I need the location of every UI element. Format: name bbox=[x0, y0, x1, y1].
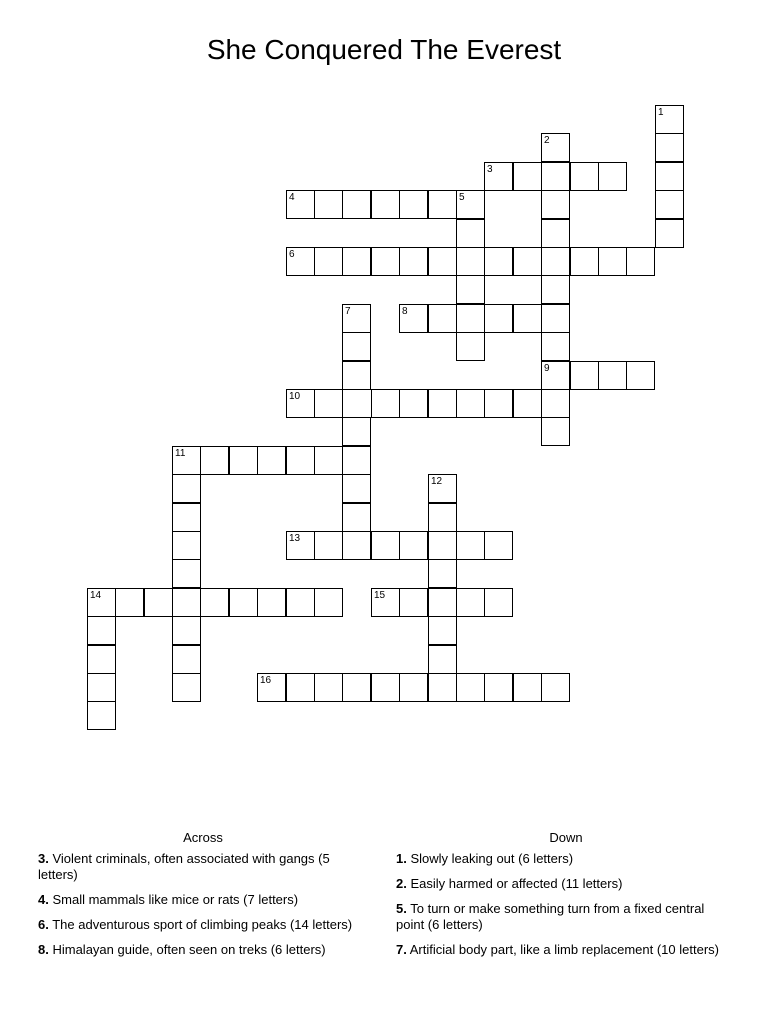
clue-number: 5. bbox=[396, 901, 407, 916]
clue-number: 4. bbox=[38, 892, 49, 907]
grid-cell[interactable] bbox=[598, 162, 627, 191]
grid-cell[interactable] bbox=[371, 588, 400, 617]
grid-cell[interactable] bbox=[399, 673, 428, 702]
grid-cell[interactable] bbox=[314, 247, 343, 276]
grid-cell[interactable] bbox=[428, 531, 457, 560]
clue-number-label: 11 bbox=[175, 448, 186, 459]
grid-cell[interactable] bbox=[428, 673, 457, 702]
grid-cell[interactable] bbox=[541, 162, 570, 191]
puzzle-title: She Conquered The Everest bbox=[206, 34, 562, 65]
grid-cell[interactable] bbox=[570, 162, 599, 191]
grid-cell[interactable] bbox=[484, 531, 513, 560]
grid-cell[interactable] bbox=[200, 588, 229, 617]
grid-cell[interactable] bbox=[342, 531, 371, 560]
grid-cell[interactable] bbox=[399, 531, 428, 560]
grid-cell[interactable] bbox=[428, 588, 457, 617]
grid-cell[interactable] bbox=[257, 446, 286, 475]
grid-cell[interactable] bbox=[399, 588, 428, 617]
grid-cell[interactable] bbox=[570, 247, 599, 276]
grid-cell[interactable] bbox=[172, 531, 201, 560]
grid-cell[interactable] bbox=[456, 531, 485, 560]
grid-cell[interactable] bbox=[399, 190, 428, 219]
clue-number-label: 7 bbox=[345, 306, 351, 317]
grid-cell[interactable] bbox=[484, 162, 513, 191]
clue-number-label: 12 bbox=[431, 476, 443, 487]
grid-cell[interactable] bbox=[229, 446, 258, 475]
down-clue bbox=[396, 942, 736, 958]
down-clue bbox=[396, 901, 736, 933]
grid-cell[interactable] bbox=[541, 389, 570, 418]
grid-cell[interactable] bbox=[172, 645, 201, 674]
grid-cell[interactable] bbox=[484, 673, 513, 702]
grid-cell[interactable] bbox=[428, 304, 457, 333]
grid-cell[interactable] bbox=[655, 219, 684, 248]
grid-cell[interactable] bbox=[371, 389, 400, 418]
clue-number-label: 14 bbox=[90, 590, 102, 601]
grid-cell[interactable] bbox=[87, 616, 116, 645]
grid-cell[interactable] bbox=[314, 531, 343, 560]
grid-cell[interactable] bbox=[314, 389, 343, 418]
grid-cell[interactable] bbox=[541, 332, 570, 361]
grid-cell[interactable] bbox=[541, 417, 570, 446]
down-heading: Down bbox=[549, 830, 583, 845]
grid-cell[interactable] bbox=[342, 190, 371, 219]
clue-number-label: 13 bbox=[289, 533, 301, 544]
grid-cell[interactable] bbox=[342, 304, 371, 333]
grid-cell[interactable] bbox=[342, 673, 371, 702]
grid-cell[interactable] bbox=[428, 247, 457, 276]
clue-number-label: 16 bbox=[260, 675, 272, 686]
clue-text: Violent criminals, often associated with gangs (5 letters) bbox=[38, 851, 330, 882]
grid-cell[interactable] bbox=[229, 588, 258, 617]
grid-cell[interactable] bbox=[428, 559, 457, 588]
clue-number-label: 15 bbox=[374, 590, 386, 601]
clue-number-label: 3 bbox=[487, 164, 493, 175]
grid-cell[interactable] bbox=[342, 332, 371, 361]
clue-text: Artificial body part, like a limb replacement (10 letters) bbox=[409, 942, 719, 957]
grid-cell[interactable] bbox=[286, 247, 315, 276]
grid-cell[interactable] bbox=[257, 588, 286, 617]
grid-cell[interactable] bbox=[456, 389, 485, 418]
grid-cell[interactable] bbox=[456, 190, 485, 219]
grid-cell[interactable] bbox=[655, 133, 684, 162]
clue-text: Small mammals like mice or rats (7 letters) bbox=[52, 892, 299, 907]
clue-number-label: 2 bbox=[544, 135, 550, 146]
grid-cell[interactable] bbox=[314, 446, 343, 475]
grid-cell[interactable] bbox=[172, 559, 201, 588]
grid-cell[interactable] bbox=[541, 247, 570, 276]
grid-cell[interactable] bbox=[371, 673, 400, 702]
grid-cell[interactable] bbox=[286, 673, 315, 702]
grid-cell[interactable] bbox=[626, 361, 655, 390]
grid-cell[interactable] bbox=[513, 389, 542, 418]
clue-number: 7. bbox=[396, 942, 407, 957]
grid-cell[interactable] bbox=[456, 304, 485, 333]
grid-cell[interactable] bbox=[598, 247, 627, 276]
clue-number-label: 8 bbox=[402, 306, 408, 317]
grid-cell[interactable] bbox=[399, 247, 428, 276]
grid-cell[interactable] bbox=[286, 446, 315, 475]
clue-number: 8. bbox=[38, 942, 49, 957]
grid-cell[interactable] bbox=[456, 247, 485, 276]
grid-cell[interactable] bbox=[513, 162, 542, 191]
grid-cell[interactable] bbox=[257, 673, 286, 702]
grid-cell[interactable] bbox=[456, 673, 485, 702]
grid-cell[interactable] bbox=[570, 361, 599, 390]
grid-cell[interactable] bbox=[428, 645, 457, 674]
grid-cell[interactable] bbox=[655, 190, 684, 219]
grid-cell[interactable] bbox=[115, 588, 144, 617]
grid-cell[interactable] bbox=[286, 190, 315, 219]
grid-cell[interactable] bbox=[399, 304, 428, 333]
grid-cell[interactable] bbox=[399, 389, 428, 418]
grid-cell[interactable] bbox=[172, 446, 201, 475]
grid-cell[interactable] bbox=[342, 417, 371, 446]
grid-cell[interactable] bbox=[172, 616, 201, 645]
clue-number-label: 4 bbox=[289, 192, 295, 203]
clue-number: 3. bbox=[38, 851, 49, 866]
clue-number-label: 1 bbox=[658, 107, 664, 118]
clue-text: To turn or make something turn from a fixed central point (6 letters) bbox=[396, 901, 705, 932]
grid-cell[interactable] bbox=[314, 588, 343, 617]
clue-number: 1. bbox=[396, 851, 407, 866]
grid-cell[interactable] bbox=[172, 673, 201, 702]
grid-cell[interactable] bbox=[655, 105, 684, 134]
grid-cell[interactable] bbox=[314, 190, 343, 219]
grid-cell[interactable] bbox=[87, 645, 116, 674]
grid-cell[interactable] bbox=[598, 361, 627, 390]
grid-cell[interactable] bbox=[456, 332, 485, 361]
clue-number: 6. bbox=[38, 917, 49, 932]
grid-cell[interactable] bbox=[541, 275, 570, 304]
across-clue bbox=[38, 851, 368, 883]
across-clues bbox=[38, 830, 368, 967]
grid-cell[interactable] bbox=[541, 219, 570, 248]
clue-number-label: 5 bbox=[459, 192, 465, 203]
down-clue bbox=[396, 876, 736, 892]
grid-cell[interactable] bbox=[200, 446, 229, 475]
grid-cell[interactable] bbox=[456, 275, 485, 304]
clue-number: 2. bbox=[396, 876, 407, 891]
grid-cell[interactable] bbox=[484, 304, 513, 333]
grid-cell[interactable] bbox=[484, 588, 513, 617]
clue-text: The adventurous sport of climbing peaks (14 letters) bbox=[52, 917, 353, 932]
grid-cell[interactable] bbox=[541, 304, 570, 333]
grid-cell[interactable] bbox=[342, 247, 371, 276]
grid-cell[interactable] bbox=[655, 162, 684, 191]
grid-cell[interactable] bbox=[286, 389, 315, 418]
grid-cell[interactable] bbox=[626, 247, 655, 276]
grid-cell[interactable] bbox=[428, 190, 457, 219]
grid-cell[interactable] bbox=[541, 361, 570, 390]
clue-text: Himalayan guide, often seen on treks (6 letters) bbox=[52, 942, 326, 957]
grid-cell[interactable] bbox=[541, 190, 570, 219]
across-clue bbox=[38, 917, 368, 933]
down-clue bbox=[396, 851, 736, 867]
clue-text: Easily harmed or affected (11 letters) bbox=[410, 876, 623, 891]
grid-cell[interactable] bbox=[286, 588, 315, 617]
grid-cell[interactable] bbox=[342, 361, 371, 390]
grid-cell[interactable] bbox=[428, 474, 457, 503]
grid-cell[interactable] bbox=[371, 190, 400, 219]
grid-cell[interactable] bbox=[371, 531, 400, 560]
grid-cell[interactable] bbox=[87, 673, 116, 702]
grid-cell[interactable] bbox=[371, 247, 400, 276]
grid-cell[interactable] bbox=[172, 503, 201, 532]
grid-cell[interactable] bbox=[428, 503, 457, 532]
down-clues bbox=[396, 830, 736, 967]
clue-number-label: 10 bbox=[289, 391, 301, 402]
grid-cell[interactable] bbox=[342, 503, 371, 532]
clue-number-label: 9 bbox=[544, 363, 550, 374]
grid-cell[interactable] bbox=[172, 474, 201, 503]
grid-cell[interactable] bbox=[541, 673, 570, 702]
grid-cell[interactable] bbox=[314, 673, 343, 702]
grid-cell[interactable] bbox=[456, 588, 485, 617]
grid-cell[interactable] bbox=[428, 389, 457, 418]
grid-cell[interactable] bbox=[87, 701, 116, 730]
across-heading: Across bbox=[183, 830, 223, 845]
grid-cell[interactable] bbox=[484, 389, 513, 418]
clue-text: Slowly leaking out (6 letters) bbox=[410, 851, 574, 866]
grid-cell[interactable] bbox=[428, 616, 457, 645]
across-clue bbox=[38, 942, 368, 958]
grid-cell[interactable] bbox=[342, 474, 371, 503]
grid-cell[interactable] bbox=[513, 247, 542, 276]
grid-cell[interactable] bbox=[541, 133, 570, 162]
grid-cell[interactable] bbox=[286, 531, 315, 560]
clue-number-label: 6 bbox=[289, 249, 295, 260]
grid-cell[interactable] bbox=[144, 588, 173, 617]
grid-cell[interactable] bbox=[456, 219, 485, 248]
grid-cell[interactable] bbox=[513, 304, 542, 333]
grid-cell[interactable] bbox=[87, 588, 116, 617]
grid-cell[interactable] bbox=[342, 446, 371, 475]
grid-cell[interactable] bbox=[172, 588, 201, 617]
across-clue bbox=[38, 892, 368, 908]
grid-cell[interactable] bbox=[484, 247, 513, 276]
grid-cell[interactable] bbox=[513, 673, 542, 702]
